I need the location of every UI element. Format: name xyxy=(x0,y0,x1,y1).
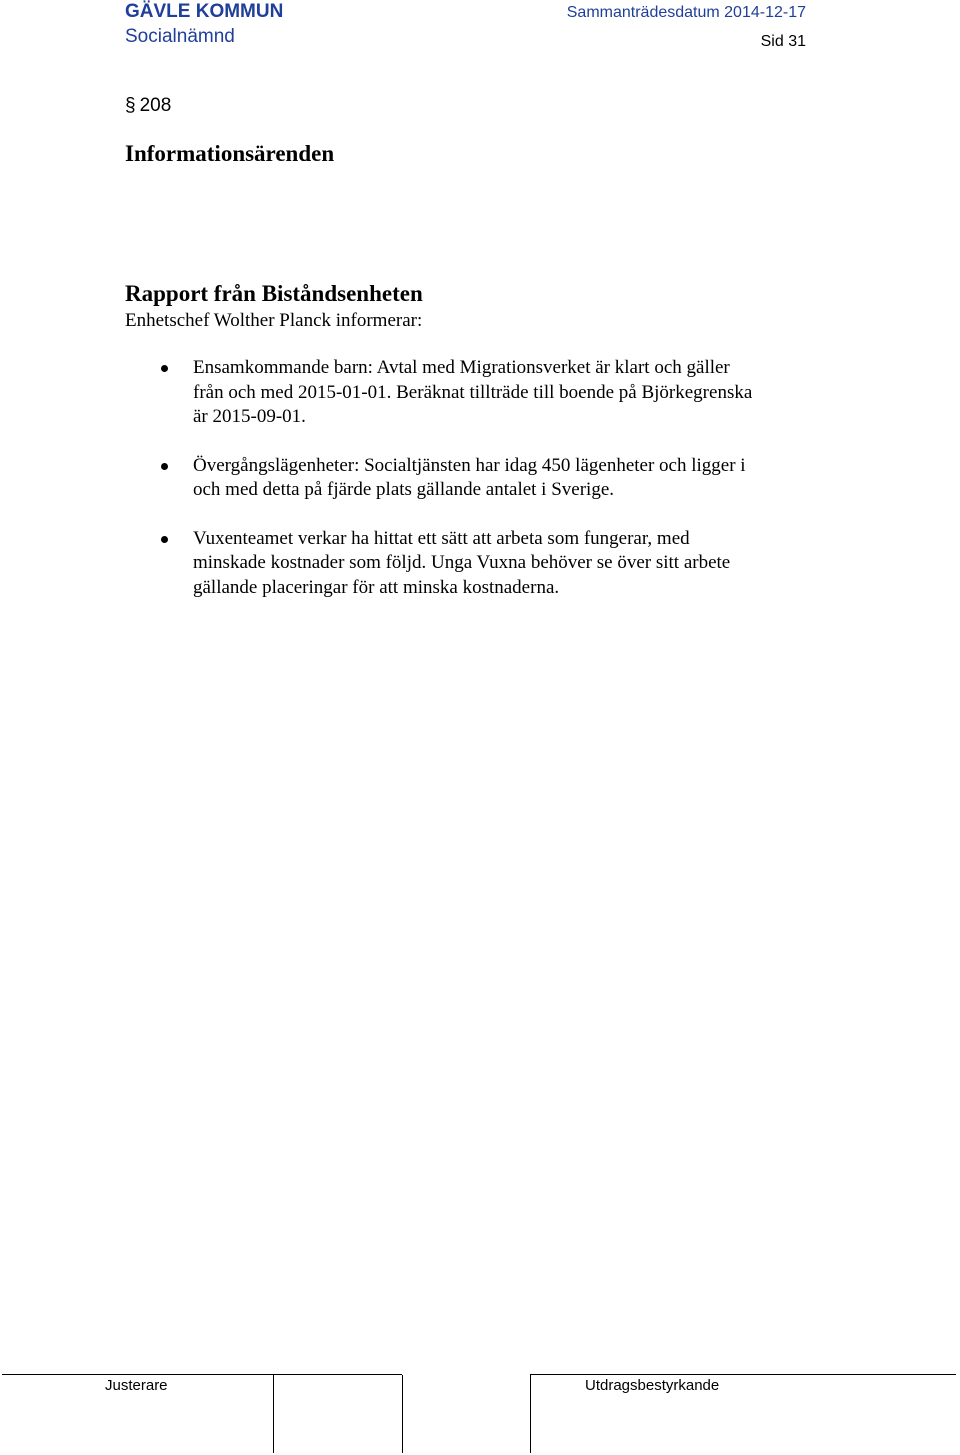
footer-utdrag-rule xyxy=(530,1374,956,1375)
paragraph-number xyxy=(125,95,171,117)
report-subtitle: Enhetschef Wolther Planck informerar: xyxy=(125,310,423,331)
footer-justerare-rule xyxy=(2,1374,402,1375)
meeting-date: Sammanträdesdatum 2014-12-17 xyxy=(566,4,806,21)
section-sign: § xyxy=(125,95,136,116)
footer-signature-divider xyxy=(530,1375,531,1453)
section-title: Informationsärenden xyxy=(125,141,335,166)
bullet-line: Vuxenteamet verkar ha hittat ett sätt att arbeta som fungerar, med xyxy=(193,527,690,549)
bullet-line: från och med 2015-01-01. Beräknat tillträde till boende på Björkegrenska xyxy=(193,381,753,403)
justerare-label: Justerare xyxy=(105,1377,168,1394)
bullet-icon xyxy=(161,463,168,470)
bullet-line: gällande placeringar för att minska kostnaderna. xyxy=(193,576,560,598)
bullet-item xyxy=(150,527,830,601)
bullet-item xyxy=(150,356,830,430)
bullet-line: och med detta på fjärde plats gällande antalet i Sverige. xyxy=(193,479,614,500)
bullet-item xyxy=(150,454,830,503)
bullet-line: Ensamkommande barn: Avtal med Migrationsverket är klart och gäller xyxy=(193,357,730,378)
bullet-line: Övergångslägenheter: Socialtjänsten har idag 450 lägenheter och ligger i xyxy=(193,454,746,476)
paragraph-number-value: 208 xyxy=(139,95,172,116)
bullet-icon xyxy=(161,365,168,372)
footer-signature-divider xyxy=(273,1375,274,1453)
bullet-line: minskade kostnader som följd. Unga Vuxna behöver se över sitt arbete xyxy=(193,552,731,573)
footer-signature-divider xyxy=(402,1375,403,1453)
bullet-list xyxy=(150,356,830,624)
page-number: Sid 31 xyxy=(760,33,806,50)
committee-name: Socialnämnd xyxy=(125,26,235,47)
bullet-line: är 2015-09-01. xyxy=(193,406,306,427)
organization-name: GÄVLE KOMMUN xyxy=(125,1,284,22)
utdragsbestyrkande-label: Utdragsbestyrkande xyxy=(585,1377,720,1394)
report-title: Rapport från Biståndsenheten xyxy=(125,281,423,306)
bullet-icon xyxy=(161,536,168,543)
